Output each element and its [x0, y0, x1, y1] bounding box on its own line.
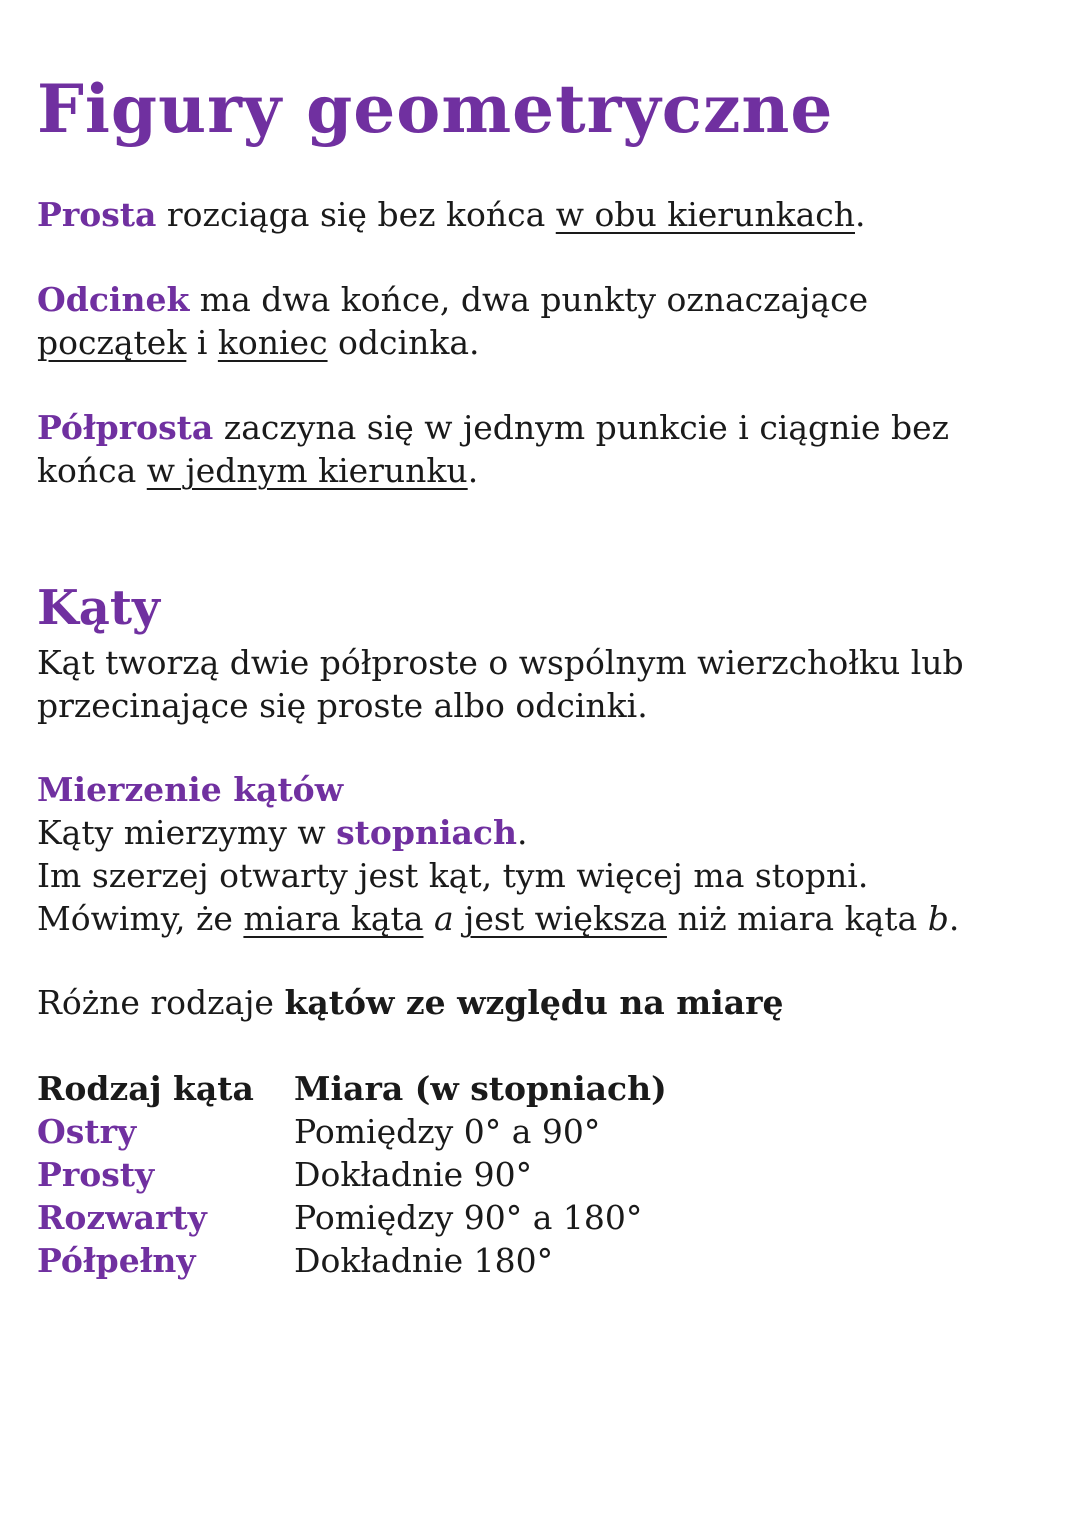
mierzenie-l3-sp2 — [454, 899, 465, 938]
mierzenie-line2: Im szerzej otwarty jest kąt, tym więcej ma stopni. — [37, 856, 869, 895]
table-cell-measure: Dokładnie 90° — [294, 1155, 533, 1194]
table-row — [37, 1110, 667, 1153]
mierzenie-section — [37, 768, 959, 940]
table-cell-kind: Ostry — [37, 1112, 137, 1151]
page-title: Figury geometryczne — [37, 70, 834, 148]
polprosta-paragraph — [37, 406, 949, 492]
angle-types-table — [37, 1067, 667, 1282]
table-cell-kind: Półpełny — [37, 1241, 196, 1280]
mierzenie-l1-end: . — [516, 813, 528, 852]
table-header-row — [37, 1067, 667, 1110]
prosta-end: . — [855, 195, 866, 234]
mierzenie-l3-u1: miara kąta — [243, 899, 424, 938]
prosta-text: rozciąga się bez końca — [156, 195, 556, 234]
table-header-kind: Rodzaj kąta — [37, 1069, 254, 1108]
rodzaje-bold: kątów ze względu na miarę — [284, 983, 784, 1022]
table-cell-measure: Dokładnie 180° — [294, 1241, 554, 1280]
mierzenie-heading: Mierzenie kątów — [37, 770, 344, 809]
odcinek-end: odcinka. — [327, 323, 480, 362]
polprosta-text2: końca — [37, 451, 147, 490]
odcinek-koniec: koniec — [217, 323, 328, 362]
katy-line1: Kąt tworzą dwie półproste o wspólnym wierzchołku lub — [37, 643, 964, 682]
mierzenie-l1-text: Kąty mierzymy w — [37, 813, 337, 852]
table-cell-kind: Rozwarty — [37, 1198, 207, 1237]
mierzenie-l3-u2: jest większa — [464, 899, 667, 938]
polprosta-underlined: w jednym kierunku — [146, 451, 468, 490]
polprosta-text: zaczyna się w jednym punkcie i ciągnie bez — [213, 408, 950, 447]
table-cell-measure: Pomiędzy 0° a 90° — [294, 1112, 601, 1151]
mierzenie-l3-sp — [423, 899, 434, 938]
table-row — [37, 1196, 667, 1239]
rodzaje-text: Różne rodzaje — [37, 983, 285, 1022]
odcinek-poczatek: początek — [37, 323, 187, 362]
table-cell-kind: Prosty — [37, 1155, 155, 1194]
mierzenie-var-b: b — [927, 899, 949, 938]
table-row — [37, 1239, 667, 1282]
mierzenie-var-a: a — [433, 899, 454, 938]
table-header-measure: Miara (w stopniach) — [294, 1069, 667, 1108]
odcinek-term: Odcinek — [37, 280, 190, 319]
prosta-paragraph — [37, 193, 866, 236]
katy-heading: Kąty — [37, 580, 160, 636]
mierzenie-l3-b: niż miara kąta — [666, 899, 928, 938]
katy-definition — [37, 641, 964, 727]
polprosta-end: . — [467, 451, 479, 490]
odcinek-text: ma dwa końce, dwa punkty oznaczające — [189, 280, 869, 319]
odcinek-mid: i — [186, 323, 218, 362]
prosta-underlined: w obu kierunkach — [555, 195, 855, 234]
mierzenie-l3-a: Mówimy, że — [37, 899, 244, 938]
polprosta-term: Półprosta — [37, 408, 214, 447]
table-row — [37, 1153, 667, 1196]
rodzaje-line — [37, 981, 783, 1024]
odcinek-paragraph — [37, 278, 868, 364]
mierzenie-l3-end: . — [948, 899, 960, 938]
table-cell-measure: Pomiędzy 90° a 180° — [294, 1198, 643, 1237]
mierzenie-l1-term: stopniach — [336, 813, 517, 852]
katy-line2: przecinające się proste albo odcinki. — [37, 686, 648, 725]
prosta-term: Prosta — [37, 195, 157, 234]
